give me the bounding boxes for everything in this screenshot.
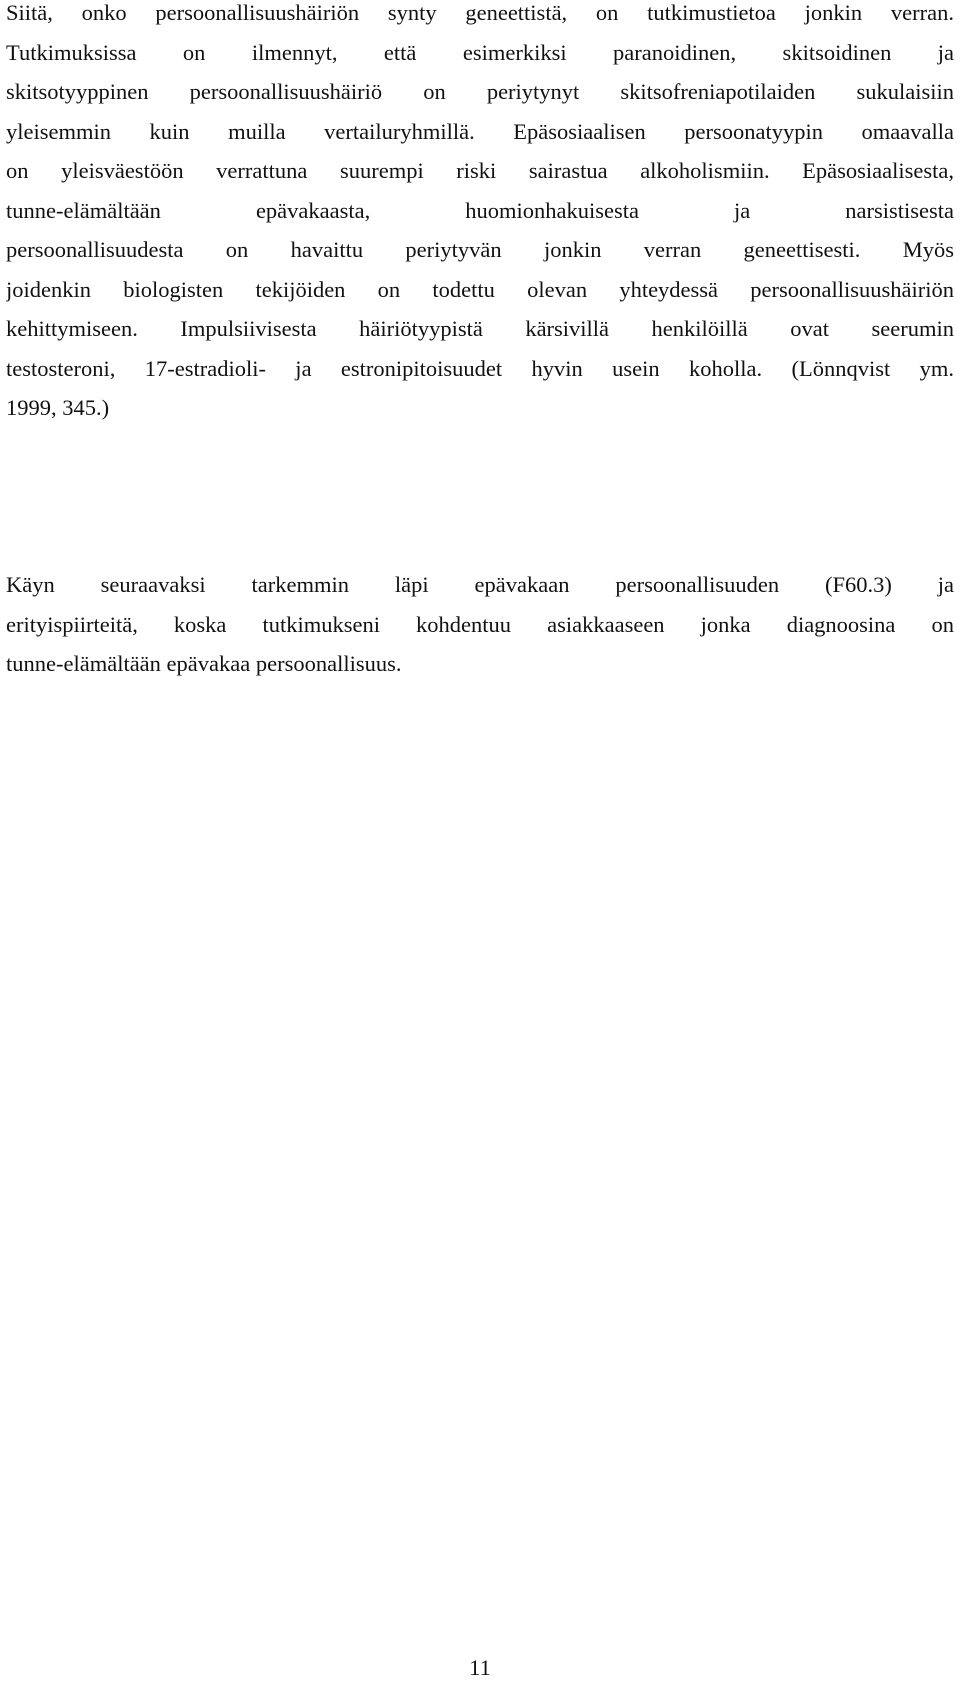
paragraph-line: tunne-elämältään epävakaa persoonallisuus. [6, 651, 402, 676]
paragraph-line: 1999, 345.) [6, 395, 110, 420]
page-number: 11 [469, 1655, 491, 1680]
paragraph-line: tunne-elämältään epävakaasta, huomionhakuisesta ja narsistisesta [6, 197, 954, 223]
paragraph-line: yleisemmin kuin muilla vertailuryhmillä. Epäsosiaalisen persoonatyypin omaavalla [6, 118, 954, 144]
paragraph-borderline-intro [6, 565, 954, 684]
paragraph-line: erityispiirteitä, koska tutkimukseni kohdentuu asiakkaaseen jonka diagnoosina on [6, 611, 954, 637]
paragraph-line: Käyn seuraavaksi tarkemmin läpi epävakaan persoonallisuuden (F60.3) ja [6, 572, 954, 597]
paragraph-line: skitsotyyppinen persoonallisuushäiriö on periytynyt skitsofreniapotilaiden sukulaisiin [6, 79, 954, 104]
paragraph-line: testosteroni, 17-estradioli- ja estronipitoisuudet hyvin usein koholla. (Lönnqvist ym. [6, 355, 954, 381]
paragraph-line: joidenkin biologisten tekijöiden on todettu olevan yhteydessä persoonallisuushäiriön [6, 276, 954, 302]
paragraph-line: on yleisväestöön verrattuna suurempi riski sairastua alkoholismiin. Epäsosiaalisesta, [6, 158, 954, 183]
paragraph-heritability [6, 0, 954, 428]
paragraph-line: kehittymiseen. Impulsiivisesta häiriötyypistä kärsivillä henkilöillä ovat seerumin [6, 316, 954, 341]
paragraph-line: persoonallisuudesta on havaittu periytyvän jonkin verran geneettisesti. Myös [6, 237, 954, 262]
paragraph-line: Siitä, onko persoonallisuushäiriön synty geneettistä, on tutkimustietoa jonkin verran. [6, 0, 954, 25]
paragraph-line: Tutkimuksissa on ilmennyt, että esimerkiksi paranoidinen, skitsoidinen ja [6, 39, 954, 65]
